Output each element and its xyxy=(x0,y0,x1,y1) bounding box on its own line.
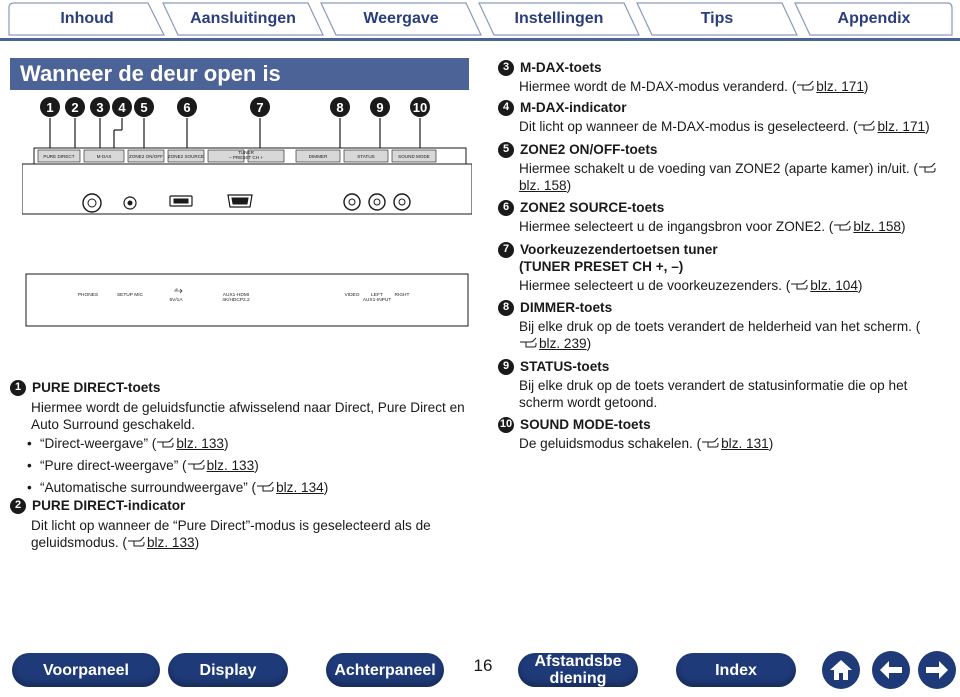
item-right-6 xyxy=(498,199,938,235)
item-title: SOUND MODE-toets xyxy=(520,417,651,432)
panel-label-aux1-input: AUX1-INPUT xyxy=(362,298,392,303)
hand-pointer-icon xyxy=(256,480,276,493)
panel-label-setup-mic: SETUP MIC xyxy=(116,293,144,298)
callout-5: 5 xyxy=(134,97,154,117)
item-right-4 xyxy=(498,99,938,135)
home-button[interactable] xyxy=(822,651,860,689)
panel-label-zone2-source: ZONE2 SOURCE xyxy=(167,154,205,159)
hand-pointer-icon xyxy=(519,336,539,349)
callout-9: 9 xyxy=(370,97,390,117)
desc-text: Dit licht op wanneer de M-DAX-modus is geselecteerd. ( xyxy=(519,119,858,134)
panel-label-left: LEFT xyxy=(371,293,383,298)
item-right-7 xyxy=(498,241,938,294)
nav-voorpaneel-button[interactable]: Voorpaneel xyxy=(12,653,160,687)
tab-aansluitingen[interactable] xyxy=(162,2,324,36)
tab-label: Weergave xyxy=(363,10,439,27)
front-panel-drawing xyxy=(22,118,472,340)
desc-text: Bij elke druk op de toets verandert de helderheid van het scherm. ( xyxy=(519,319,921,334)
desc-close: ) xyxy=(768,436,774,451)
tab-label: Appendix xyxy=(837,10,911,27)
desc-close: ) xyxy=(857,278,863,293)
hand-pointer-icon xyxy=(790,278,810,291)
panel-label-right: RIGHT xyxy=(394,293,410,298)
item-number: 2 xyxy=(10,498,26,514)
panel-label-sound-mode: SOUND MODE xyxy=(398,154,430,159)
bullet-auto-surround xyxy=(40,479,470,496)
tab-label: Tips xyxy=(700,10,734,27)
panel-label-pure-direct: PURE DIRECT xyxy=(43,154,75,159)
front-panel-illustration xyxy=(22,118,472,340)
forward-button[interactable] xyxy=(918,651,956,689)
item-number: 6 xyxy=(498,200,514,216)
item-right-10 xyxy=(498,416,938,452)
item-number: 8 xyxy=(498,300,514,316)
item-number: 1 xyxy=(10,380,26,396)
tab-weergave[interactable] xyxy=(320,2,482,36)
callout-3: 3 xyxy=(90,97,110,117)
hand-pointer-icon xyxy=(127,535,147,548)
bullet-pure-direct xyxy=(40,457,470,474)
page-link[interactable]: blz. 239 xyxy=(539,336,587,351)
item-pure-direct-indicator xyxy=(10,497,470,551)
item-title: M-DAX-toets xyxy=(520,60,602,75)
hand-pointer-icon xyxy=(857,119,877,132)
item-description xyxy=(498,433,938,452)
tab-label: Inhoud xyxy=(60,10,114,27)
hand-pointer-icon xyxy=(833,219,853,232)
item-description xyxy=(498,76,938,95)
panel-label-aux-hdmi: AUX1-HDMI xyxy=(222,293,250,298)
callout-8: 8 xyxy=(330,97,350,117)
panel-label-phones: PHONES xyxy=(77,293,99,298)
bullet-list xyxy=(10,433,470,496)
nav-afstandsbediening-label: Afstandsbediening xyxy=(534,653,622,687)
hand-pointer-icon xyxy=(701,436,721,449)
panel-label-mdax: M-DAX xyxy=(96,154,112,159)
item-title: M-DAX-indicator xyxy=(520,100,627,115)
page-link[interactable]: blz. 133 xyxy=(146,535,195,550)
nav-display-button[interactable]: Display xyxy=(168,653,288,687)
page-link[interactable]: blz. 158 xyxy=(853,219,901,234)
page-link[interactable]: blz. 131 xyxy=(721,436,769,451)
home-icon xyxy=(828,658,854,682)
page-link[interactable]: blz. 133 xyxy=(206,458,255,473)
item-title: PURE DIRECT-indicator xyxy=(32,498,186,513)
page-link[interactable]: blz. 133 xyxy=(176,436,224,451)
callout-4: 4 xyxy=(112,97,132,117)
item-title: STATUS-toets xyxy=(520,359,610,374)
item-description xyxy=(498,375,938,411)
callout-2: 2 xyxy=(65,97,85,117)
desc-text: Hiermee wordt de M-DAX-modus veranderd. ( xyxy=(519,79,797,94)
item-description xyxy=(10,514,470,551)
bullet-close: ) xyxy=(254,458,259,473)
page-link[interactable]: blz. 171 xyxy=(816,79,864,94)
callout-6: 6 xyxy=(177,97,197,117)
arrow-right-icon xyxy=(924,659,950,681)
bullet-close: ) xyxy=(223,436,229,451)
item-title: ZONE2 ON/OFF-toets xyxy=(520,142,658,157)
panel-label-zone2-onoff: ZONE2 ON/OFF xyxy=(129,154,163,159)
page-link[interactable]: blz. 158 xyxy=(519,178,567,193)
item-number: 9 xyxy=(498,359,514,375)
bullet-text: “Direct-weergave” ( xyxy=(40,436,157,451)
panel-label-preset-ch: – PRESET CH + xyxy=(229,155,263,160)
item-title: DIMMER-toets xyxy=(520,300,613,315)
desc-text: Hiermee selecteert u de voorkeuzezenders. ( xyxy=(519,278,791,293)
tab-label: Aansluitingen xyxy=(190,10,296,27)
item-right-9 xyxy=(498,358,938,411)
bullet-direct xyxy=(40,435,470,452)
nav-index-button[interactable]: Index xyxy=(676,653,796,687)
panel-label-status: STATUS xyxy=(357,154,375,159)
tab-tips[interactable] xyxy=(636,2,798,36)
hand-pointer-icon xyxy=(796,79,816,92)
item-number: 4 xyxy=(498,100,514,116)
hand-pointer-icon xyxy=(156,436,176,449)
page-number: 16 xyxy=(473,656,493,675)
bullet-text: “Automatische surroundweergave” ( xyxy=(40,480,257,495)
nav-achterpaneel-button[interactable]: Achterpaneel xyxy=(326,653,444,687)
item-number: 5 xyxy=(498,142,514,158)
panel-label-usb-rating: 5V/1A xyxy=(169,298,183,303)
desc-close: ) xyxy=(194,535,200,550)
bullet-text: “Pure direct-weergave” ( xyxy=(40,458,187,473)
tab-appendix[interactable] xyxy=(794,2,954,36)
item-description xyxy=(498,158,938,194)
back-button[interactable] xyxy=(872,651,910,689)
item-right-5 xyxy=(498,141,938,194)
desc-text: Hiermee selecteert u de ingangsbron voor ZONE2. ( xyxy=(519,219,834,234)
panel-label-dimmer: DIMMER xyxy=(308,154,328,159)
item-pure-direct-button xyxy=(10,379,470,496)
item-number: 3 xyxy=(498,60,514,76)
item-right-3 xyxy=(498,59,938,95)
page-link[interactable]: blz. 134 xyxy=(276,480,324,495)
item-description xyxy=(498,316,938,352)
item-number: 7 xyxy=(498,242,514,258)
bullet-close: ) xyxy=(323,480,329,495)
desc-text: De geluidsmodus schakelen. ( xyxy=(519,436,702,451)
callout-7: 7 xyxy=(250,97,270,117)
callout-1: 1 xyxy=(40,97,60,117)
item-title: PURE DIRECT-toets xyxy=(32,380,161,395)
panel-label-video: VIDEO xyxy=(344,293,360,298)
desc-close: ) xyxy=(586,336,592,351)
item-title: Voorkeuzezendertoetsen tuner xyxy=(520,242,718,257)
desc-text: Dit licht op wanneer de “Pure Direct”-modus is geselecteerd als de geluidsmodus. ( xyxy=(31,518,431,550)
panel-label-mhl: 4K/HDCP2.2 xyxy=(222,298,250,303)
top-tab-bar xyxy=(0,0,960,40)
callout-10: 10 xyxy=(410,97,430,117)
desc-close: ) xyxy=(566,178,572,193)
hand-pointer-icon xyxy=(187,458,207,471)
arrow-left-icon xyxy=(878,659,904,681)
desc-close: ) xyxy=(925,119,930,134)
desc-text: Bij elke druk op de toets verandert de statusinformatie die op het scherm wordt getoond. xyxy=(519,378,908,410)
item-description: Hiermee wordt de geluidsfunctie afwisselend naar Direct, Pure Direct en Auto Surround geschakeld. xyxy=(31,400,465,432)
tab-instellingen[interactable] xyxy=(478,2,640,36)
item-number: 10 xyxy=(498,417,514,433)
nav-afstandsbediening-button[interactable] xyxy=(518,653,638,687)
desc-close: ) xyxy=(863,79,869,94)
item-right-8 xyxy=(498,299,938,352)
tab-inhoud[interactable] xyxy=(8,2,166,36)
item-description xyxy=(498,216,938,235)
hand-pointer-icon xyxy=(918,161,938,174)
page-link[interactable]: blz. 171 xyxy=(877,119,926,134)
item-title: ZONE2 SOURCE-toets xyxy=(520,200,665,215)
tab-label: Instellingen xyxy=(514,10,604,27)
desc-text: Hiermee schakelt u de voeding van ZONE2 (aparte kamer) in/uit. ( xyxy=(519,161,918,176)
item-description xyxy=(498,116,938,135)
tab-bar-underline xyxy=(0,38,960,41)
desc-close: ) xyxy=(900,219,906,234)
section-heading: Wanneer de deur open is xyxy=(10,58,469,90)
item-description xyxy=(498,275,938,294)
item-title-line2: (TUNER PRESET CH +, –) xyxy=(519,259,684,274)
page-link[interactable]: blz. 104 xyxy=(810,278,858,293)
panel-label-tuner: TUNER xyxy=(238,150,254,155)
